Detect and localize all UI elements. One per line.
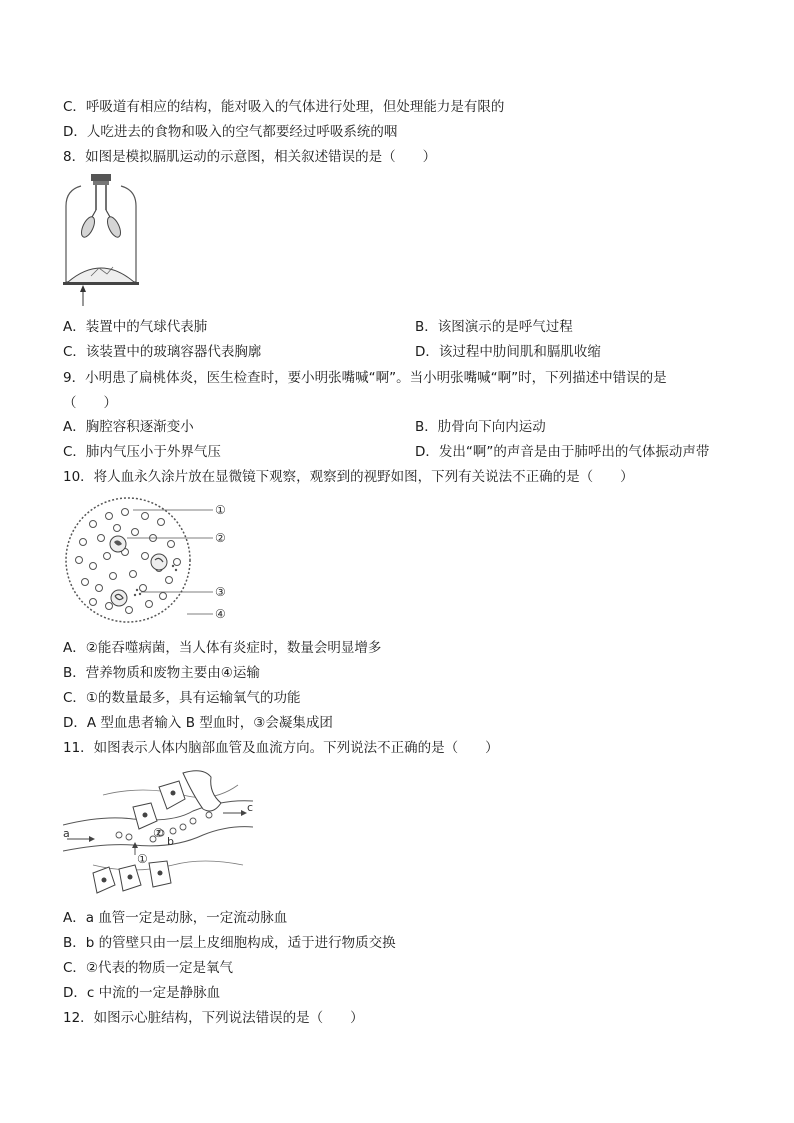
smear-label-4: ④ — [215, 607, 226, 621]
option-c-previous: C．呼吸道有相应的结构，能对吸入的气体进行处理，但处理能力是有限的 — [63, 99, 505, 115]
question-9-paren: （ ） — [63, 395, 117, 411]
question-8-option-d: D．该过程中肋间肌和膈肌收缩 — [415, 344, 601, 360]
question-10-option-b: B．营养物质和废物主要由④运输 — [63, 665, 260, 681]
question-9-option-b: B．肋骨向下向内运动 — [415, 419, 546, 435]
vessel-label-c: c — [247, 801, 253, 814]
question-8-stem: 8．如图是模拟膈肌运动的示意图，相关叙述错误的是（ ） — [63, 149, 437, 165]
vessel-label-a: a — [63, 827, 70, 840]
diaphragm-model-figure — [63, 172, 139, 308]
question-11-option-c: C．②代表的物质一定是氧气 — [63, 960, 234, 976]
option-d-previous: D．人吃进去的食物和吸入的空气都要经过呼吸系统的咽 — [63, 124, 398, 140]
question-12-stem: 12．如图示心脏结构，下列说法错误的是（ ） — [63, 1010, 364, 1026]
vessel-label-b: b — [167, 835, 174, 848]
question-10-option-c: C．①的数量最多，具有运输氧气的功能 — [63, 690, 301, 706]
question-9-option-d: D．发出“啊”的声音是由于肺呼出的气体振动声带 — [415, 444, 710, 460]
question-11-option-b: B．b 的管壁只由一层上皮细胞构成，适于进行物质交换 — [63, 935, 396, 951]
question-10-option-d: D．A 型血患者输入 B 型血时，③会凝集成团 — [63, 715, 333, 731]
question-8-option-b: B．该图演示的是呼气过程 — [415, 319, 573, 335]
smear-label-1: ① — [215, 503, 226, 517]
question-11-option-a: A．a 血管一定是动脉，一定流动脉血 — [63, 910, 288, 926]
vessel-label-2: ② — [153, 826, 164, 840]
question-8-option-c: C．该装置中的玻璃容器代表胸廓 — [63, 344, 262, 360]
smear-label-3: ③ — [215, 585, 226, 599]
question-9-stem: 9．小明患了扁桃体炎，医生检查时，要小明张嘴喊“啊”。当小明张嘴喊“啊”时，下列描述中错误的是 — [63, 370, 667, 386]
question-9-option-c: C．肺内气压小于外界气压 — [63, 444, 221, 460]
smear-label-2: ② — [215, 531, 226, 545]
question-10-stem: 10．将人血永久涂片放在显微镜下观察，观察到的视野如图，下列有关说法不正确的是（ ） — [63, 469, 634, 485]
question-10-option-a: A．②能吞噬病菌，当人体有炎症时，数量会明显增多 — [63, 640, 382, 656]
question-11-option-d: D．c 中流的一定是静脉血 — [63, 985, 221, 1001]
question-8-option-a: A．装置中的气球代表肺 — [63, 319, 208, 335]
question-9-option-a: A．胸腔容积逐渐变小 — [63, 419, 194, 435]
brain-vessel-figure — [63, 765, 253, 901]
vessel-label-1: ① — [137, 852, 148, 866]
question-11-stem: 11．如图表示人体内脑部血管及血流方向。下列说法不正确的是（ ） — [63, 740, 499, 756]
blood-smear-figure — [63, 494, 243, 630]
